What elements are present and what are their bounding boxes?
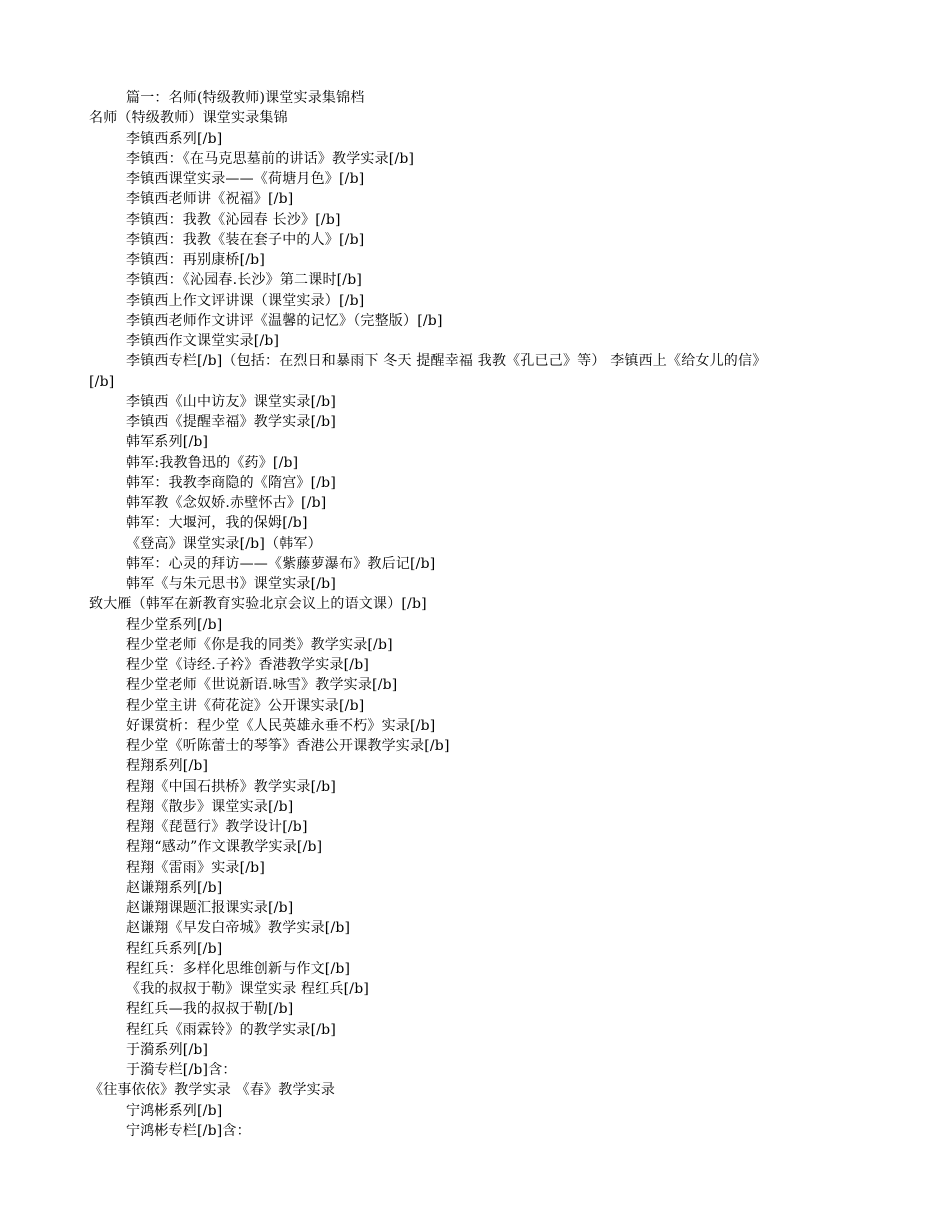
- text-line: 赵谦翔系列[/b]: [126, 879, 223, 896]
- text-line: 《我的叔叔于勒》课堂实录 程红兵[/b]: [126, 981, 370, 997]
- text-line: 韩军教《念奴娇.赤壁怀古》[/b]: [126, 495, 327, 511]
- text-line: 李镇西：再别康桥[/b]: [126, 252, 266, 268]
- text-line: 程少堂《诗经.子衿》香港教学实录[/b]: [126, 657, 370, 673]
- text-line: 致大雁（韩军在新教育实验北京会议上的语文课）[/b]: [89, 596, 427, 613]
- text-line: 程少堂系列[/b]: [126, 616, 223, 633]
- text-line: 韩军《与朱元思书》课堂实录[/b]: [126, 576, 337, 592]
- text-line: 韩军:我教鲁迅的《药》[/b]: [126, 454, 299, 471]
- text-line: 李镇西《山中访友》课堂实录[/b]: [126, 393, 337, 410]
- text-line: 程翔《雷雨》实录[/b]: [126, 859, 266, 876]
- text-line: 赵谦翔课题汇报课实录[/b]: [126, 900, 294, 916]
- text-line: 宁鸿彬专栏[/b]含：: [126, 1122, 251, 1139]
- text-line: 名师（特级教师）课堂实录集锦: [89, 110, 288, 127]
- text-line: 韩军系列[/b]: [126, 434, 209, 451]
- text-line: 韩军：大堰河，我的保姆[/b]: [126, 515, 308, 532]
- text-line: 程红兵系列[/b]: [126, 940, 223, 957]
- text-line: 李镇西：我教《沁园春 长沙》[/b]: [126, 211, 341, 228]
- text-line: 程少堂老师《世说新语.咏雪》教学实录[/b]: [126, 677, 398, 694]
- text-line: 《登高》课堂实录[/b]（韩军）: [126, 535, 322, 552]
- text-line: 好课赏析：程少堂《人民英雄永垂不朽》实录[/b]: [126, 717, 436, 734]
- text-line: 李镇西《提醒幸福》教学实录[/b]: [126, 414, 337, 430]
- text-line: [/b]: [89, 373, 115, 390]
- text-line: 李镇西系列[/b]: [126, 130, 223, 147]
- text-line: 李镇西作文课堂实录[/b]: [126, 333, 280, 349]
- text-line: 韩军：我教李商隐的《隋宫》[/b]: [126, 474, 337, 491]
- text-line: 程少堂老师《你是我的同类》教学实录[/b]: [126, 636, 393, 653]
- text-line: 程翔《琵琶行》教学设计[/b]: [126, 819, 308, 835]
- text-line: 程红兵—我的叔叔于勒[/b]: [126, 1001, 294, 1018]
- text-line: 赵谦翔《早发白帝城》教学实录[/b]: [126, 920, 351, 937]
- text-line: 宁鸿彬系列[/b]: [126, 1102, 223, 1119]
- text-line: 程少堂《听陈蕾士的琴筝》香港公开课教学实录[/b]: [126, 738, 450, 754]
- text-line: 程翔“感动”作文课教学实录[/b]: [126, 839, 323, 856]
- text-line: 程少堂主讲《荷花淀》公开课实录[/b]: [126, 697, 365, 714]
- text-line: 篇一：名师(特级教师)课堂实录集锦档: [126, 90, 365, 106]
- text-line: 程翔系列[/b]: [126, 758, 209, 775]
- text-line: 李镇西老师作文讲评《温馨的记忆》（完整版）[/b]: [126, 312, 443, 329]
- text-line: 于漪系列[/b]: [126, 1041, 209, 1058]
- text-line: 程红兵：多样化思维创新与作文[/b]: [126, 960, 351, 977]
- text-line: 李镇西：《在马克思墓前的讲话》教学实录[/b]: [126, 150, 415, 167]
- text-line: 李镇西老师讲《祝福》[/b]: [126, 191, 294, 208]
- text-line: 韩军：心灵的拜访——《紫藤萝瀑布》教后记[/b]: [126, 555, 436, 572]
- text-line: 李镇西：我教《装在套子中的人》[/b]: [126, 231, 365, 248]
- text-line: 李镇西专栏[/b]（包括：在烈日和暴雨下 冬天 提醒幸福 我教《孔已己》等） 李镇西上《给女儿的信》: [126, 353, 767, 370]
- text-line: 李镇西上作文评讲课（课堂实录）[/b]: [126, 292, 365, 309]
- text-line: 程翔《散步》课堂实录[/b]: [126, 798, 294, 815]
- text-line: 于漪专栏[/b]含：: [126, 1062, 237, 1078]
- text-line: 程红兵《雨霖铃》的教学实录[/b]: [126, 1021, 337, 1038]
- text-line: 《往事依依》教学实录 《春》教学实录: [89, 1082, 336, 1099]
- text-line: 程翔《中国石拱桥》教学实录[/b]: [126, 778, 337, 795]
- text-line: 李镇西课堂实录——《荷塘月色》[/b]: [126, 171, 365, 187]
- text-line: 李镇西：《沁园春.长沙》第二课时[/b]: [126, 272, 363, 289]
